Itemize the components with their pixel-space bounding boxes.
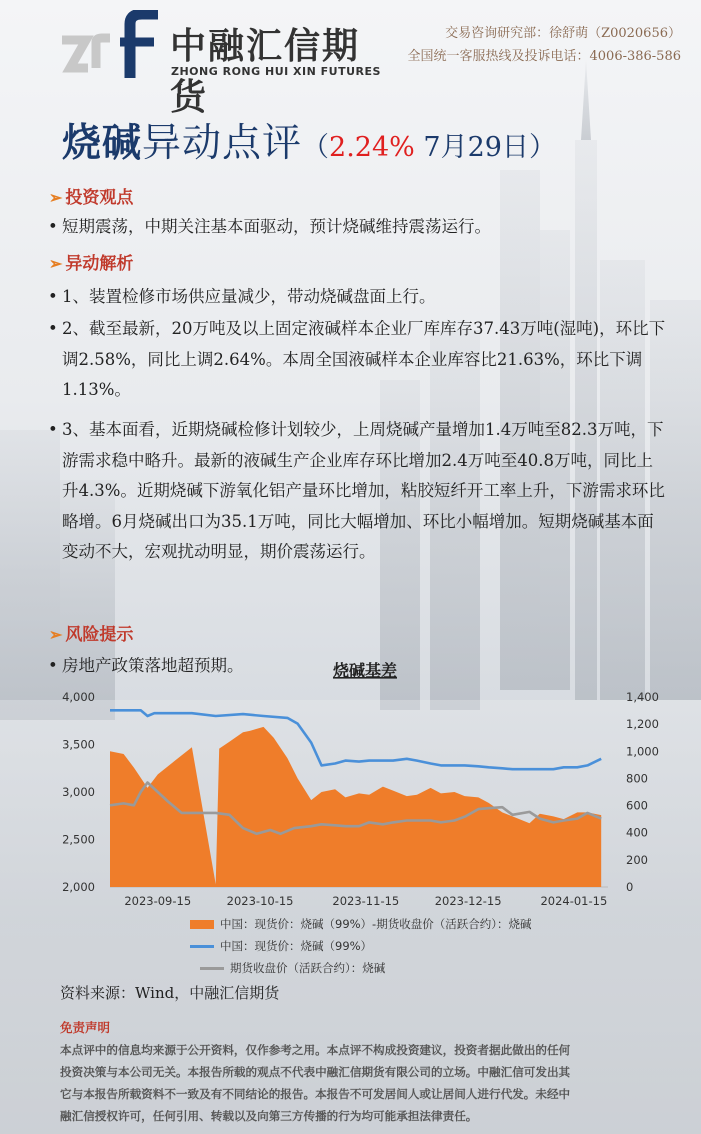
right-axis-tick-label: 400 (626, 825, 648, 840)
right-axis-tick-label: 0 (626, 880, 634, 894)
legend-swatch-line (190, 945, 214, 948)
legend-item-basis (190, 916, 531, 938)
x-axis-tick-label: 2023-11-15 (332, 894, 400, 908)
section-title: 投资观点 (65, 188, 134, 208)
bullet-text: 2、截至最新，20万吨及以上固定液碱样本企业厂库库存37.43万吨(湿吨)，环比下调2.58%，同比上调2.64%。本周全国液碱样本企业库容比21.63%，环比下调1.13%。 (62, 319, 666, 399)
bullet-analysis-2 (48, 314, 668, 406)
legend-item-futures (200, 960, 541, 982)
contact-info (408, 22, 682, 68)
title-date: 7月29日 (414, 132, 529, 163)
x-axis-tick-label: 2023-10-15 (226, 894, 294, 908)
x-axis-tick-label: 2024-01-15 (540, 894, 608, 908)
bullet-text: 房地产政策落地超预期。 (62, 656, 244, 675)
contact-hotline: 全国统一客服热线及投诉电话：4006-386-586 (407, 49, 681, 64)
legend-item-spot (190, 938, 531, 960)
chart-legend (190, 916, 531, 982)
legend-label: 期货收盘价（活跃合约）：烧碱 (230, 961, 386, 975)
page-title (62, 112, 556, 168)
section-arrow-icon: ➢ (49, 188, 63, 207)
left-axis-tick-label: 2,000 (62, 880, 95, 894)
disclaimer-title: 免责声明 (60, 1020, 111, 1035)
data-source: 资料来源：Wind，中融汇信期货 (60, 984, 280, 1002)
bullet-analysis-1 (48, 282, 668, 313)
section-title: 风险提示 (65, 625, 134, 645)
chart-title: 烧碱基差 (332, 661, 398, 680)
bullet-text: 3、基本面看，近期烧碱检修计划较少，上周烧碱产量增加1.4万吨至82.3万吨，下游需求稳中略升。最新的液碱生产企业库存环比增加2.4万吨至40.8万吨，同比上升4.3%。近期烧碱下游氧化铝产量环比增加，粘胶短纤开工率上升，下游需求环比略增。6月烧碱出口为35.1万吨，同比大幅增加、环比小幅增加。短期烧碱基本面变动不大，宏观扰动明显，期价震荡运行。 (62, 420, 665, 561)
title-subject: 异动点评 (142, 121, 303, 166)
logo-english-name: ZHONG RONG HUI XIN FUTURES (171, 65, 381, 78)
bullet-investment-view (48, 212, 668, 243)
right-axis-tick-label: 1,200 (626, 717, 659, 732)
bullet-text: 1、装置检修市场供应量减少，带动烧碱盘面上行。 (62, 287, 436, 306)
right-axis-tick-label: 800 (626, 771, 648, 786)
bullet-dot-icon: • (48, 287, 58, 306)
legend-swatch-area (190, 920, 214, 929)
title-paren-close: ） (528, 132, 556, 163)
left-axis-tick-label: 2,500 (62, 832, 95, 847)
logo-chinese-name: 中融汇信期货 (170, 26, 361, 118)
title-paren-open: （ (302, 132, 330, 163)
logo-mark-icon (60, 10, 160, 80)
bullet-dot-icon: • (48, 217, 58, 236)
series-area-basis (110, 727, 601, 887)
bullet-dot-icon: • (48, 656, 58, 675)
section-arrow-icon: ➢ (49, 254, 63, 273)
right-axis-tick-label: 200 (626, 852, 648, 867)
section-arrow-icon: ➢ (49, 625, 63, 644)
bullet-dot-icon: • (48, 420, 58, 439)
title-product: 烧碱 (62, 120, 143, 166)
disclaimer-line: 融汇信授权许可，任何引用、转载以及向第三方传播的行为均可能承担法律责任。 (60, 1109, 478, 1123)
section-risk (49, 620, 133, 645)
x-axis-tick-label: 2023-09-15 (124, 894, 192, 908)
x-axis-tick-label: 2023-12-15 (434, 894, 502, 908)
left-axis-tick-label: 3,500 (62, 737, 95, 752)
right-axis-tick-label: 1,400 (626, 690, 659, 704)
contact-researcher: 交易咨询研究部：徐舒萌（Z0020656） (445, 26, 681, 41)
section-investment-view (49, 183, 133, 208)
left-axis-tick-label: 4,000 (62, 690, 95, 704)
disclaimer-line: 它与本报告所载资料不一致及有不同结论的报告。本报告不可发居间人或让居间人进行代发。未经中 (60, 1087, 571, 1101)
right-axis-tick-label: 1,000 (626, 744, 659, 759)
disclaimer-line: 投资决策与本公司无关。本报告所载的观点不代表中融汇信期货有限公司的立场。中融汇信可发出其 (60, 1065, 571, 1079)
section-title: 异动解析 (65, 254, 134, 274)
left-axis-tick-label: 3,000 (62, 785, 95, 799)
bullet-dot-icon: • (48, 319, 58, 338)
legend-label: 中国：现货价：烧碱（99%）-期货收盘价（活跃合约）：烧碱 (220, 917, 532, 931)
bullet-analysis-3 (48, 415, 668, 568)
disclaimer-text (60, 1039, 660, 1127)
bullet-text: 短期震荡，中期关注基本面驱动，预计烧碱维持震荡运行。 (62, 217, 491, 236)
disclaimer-line: 本点评中的信息均来源于公开资料，仅作参考之用。本点评不构成投资建议，投资者据此做出的任何 (60, 1043, 571, 1057)
legend-swatch-line (200, 967, 224, 970)
company-logo (60, 10, 381, 118)
right-axis-tick-label: 600 (626, 798, 648, 813)
section-analysis (49, 249, 133, 274)
legend-label: 中国：现货价：烧碱（99%） (220, 939, 373, 953)
title-change-pct: 2.24% (329, 132, 415, 163)
